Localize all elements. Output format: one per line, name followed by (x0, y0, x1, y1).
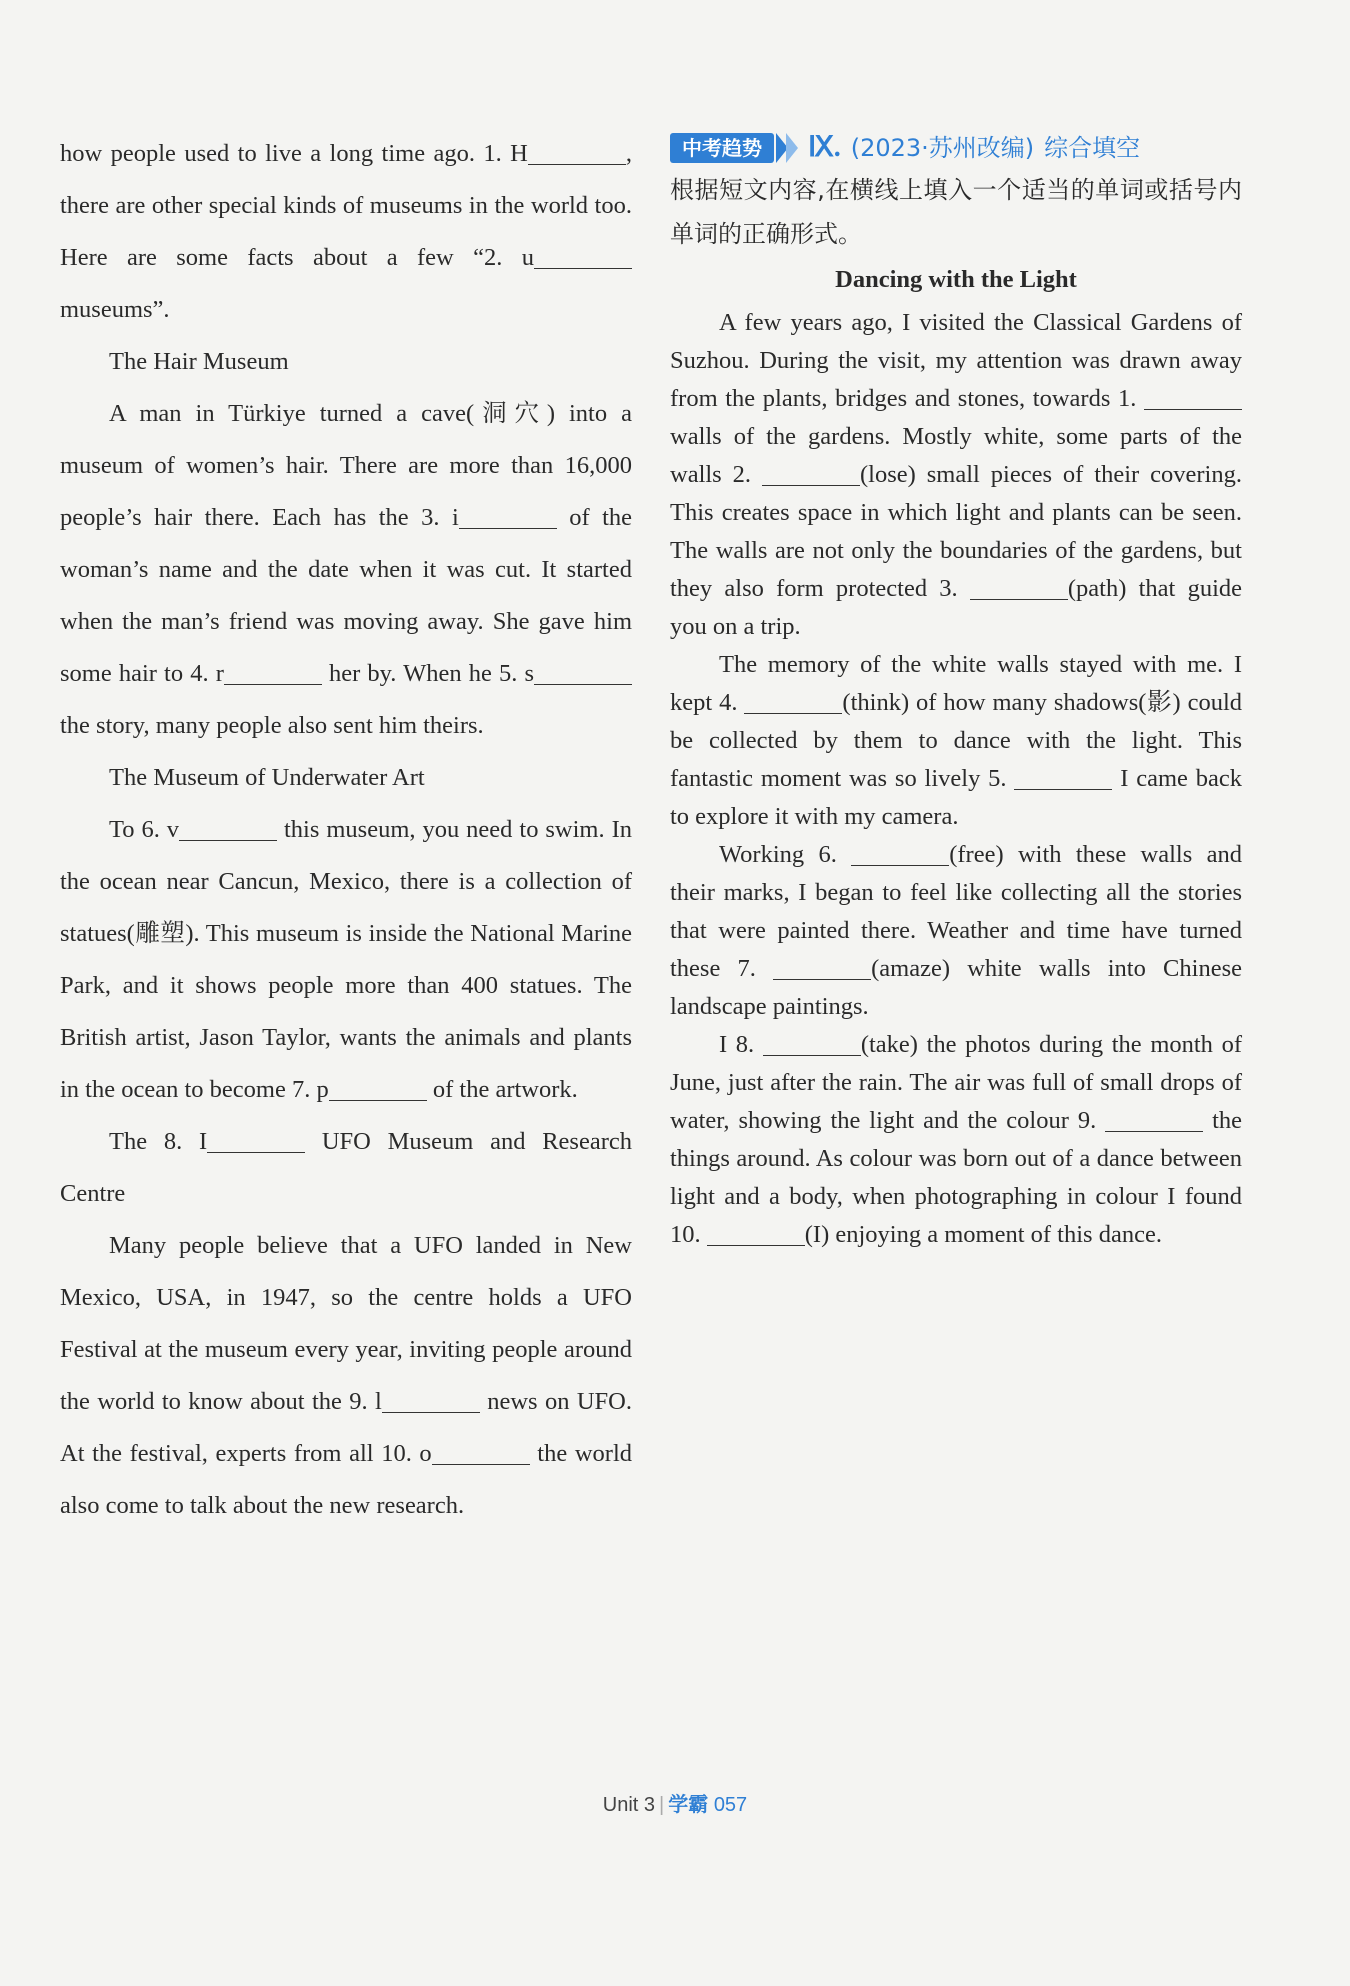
answer-blank-10[interactable] (432, 1440, 530, 1466)
answer-blank-4[interactable] (224, 660, 322, 686)
task-instruction: 根据短文内容,在横线上填入一个适当的单词或括号内单词的正确形式。 (670, 176, 1242, 248)
task-source: (2023·苏州改编) (850, 134, 1035, 162)
answer-blank-5[interactable] (534, 660, 632, 686)
answer-blank-9[interactable] (1105, 1107, 1203, 1133)
unit-label: Unit 3 (602, 1794, 656, 1816)
hair-museum-paragraph: A man in Türkiye turned a cave(洞穴) into a museum of women’s hair. There are more than 16,000 people’s hair there. Each has the 3. i of the woman’s name and the date when it was cut. It started when the man’s friend was moving away. She gave him some hair to 4. r her by. When he 5. s the story, many people also sent him theirs. (60, 400, 632, 739)
answer-blank-1[interactable] (528, 140, 626, 166)
passage-paragraph-1: A few years ago, I visited the Classical Gardens of Suzhou. During the visit, my attention was drawn away from the plants, bridges and stones, towards 1. walls of the gardens. Mostly white, some parts of the walls 2. (lose) small pieces of their covering. This creates space in which light and plants can be seen. The walls are not only the boundaries of the gardens, but they also form protected 3. (path) that guide you on a trip. (670, 309, 1242, 640)
task-number: Ⅸ. (808, 132, 841, 163)
answer-blank-7[interactable] (773, 955, 871, 981)
answer-blank-6[interactable] (179, 816, 277, 842)
chevron-icon (786, 133, 798, 163)
section-heading-ufo-museum: The 8. I UFO Museum and Research Centre (60, 1128, 632, 1207)
task-header (670, 128, 1242, 168)
answer-blank-2[interactable] (762, 461, 860, 487)
answer-blank-2[interactable] (534, 244, 632, 270)
answer-blank-9[interactable] (382, 1388, 480, 1414)
intro-paragraph: how people used to live a long time ago. 1. H , there are other special kinds of museums in the world too. Here are some facts about a few “2. u museums”. (60, 140, 632, 323)
task-title: 综合填空 (1044, 134, 1141, 162)
underwater-art-paragraph: To 6. v this museum, you need to swim. In the ocean near Cancun, Mexico, there is a collection of statues(雕塑). This museum is inside the National Marine Park, and it shows people more than 400 statues. The British artist, Jason Taylor, wants the animals and plants in the ocean to become 7. p of the artwork. (60, 816, 632, 1103)
answer-blank-8[interactable] (763, 1031, 861, 1057)
passage-paragraph-2: The memory of the white walls stayed with me. I kept 4. (think) of how many shadows(影) could be collected by them to dance with the light. This fantastic moment was so lively 5. I came back to explore it with my camera. (670, 651, 1242, 830)
answer-blank-4[interactable] (744, 689, 842, 715)
right-column (670, 128, 1242, 1254)
answer-blank-3[interactable] (970, 575, 1068, 601)
answer-blank-10[interactable] (707, 1221, 805, 1247)
answer-blank-3[interactable] (459, 504, 557, 530)
left-column (60, 128, 632, 1532)
answer-blank-5[interactable] (1014, 765, 1112, 791)
ufo-museum-paragraph: Many people believe that a UFO landed in New Mexico, USA, in 1947, so the centre holds a UFO Festival at the museum every year, inviting people around the world to know about the 9. l news on UFO. At the festival, experts from all 10. o the world also come to talk about the new research. (60, 1232, 632, 1519)
answer-blank-7[interactable] (329, 1076, 427, 1102)
brand-label: 学霸 (668, 1794, 709, 1816)
passage-paragraph-4: I 8. (take) the photos during the month of June, just after the rain. The air was full of small drops of water, showing the light and the colour 9. the things around. As colour was born out of a dance between light and a body, when photographing in colour I found 10. (I) enjoying a moment of this dance. (670, 1031, 1242, 1248)
section-heading-underwater-art: The Museum of Underwater Art (109, 764, 425, 791)
answer-blank-1[interactable] (1144, 385, 1242, 411)
answer-blank-6[interactable] (851, 841, 949, 867)
trend-badge: 中考趋势 (670, 133, 798, 163)
page-footer (0, 1788, 1350, 1817)
passage-paragraph-3: Working 6. (free) with these walls and their marks, I began to feel like collecting all the stories that were painted there. Weather and time have turned these 7. (amaze) white walls into Chinese landscape paintings. (670, 841, 1242, 1020)
answer-blank-8[interactable] (207, 1128, 305, 1154)
page-number: 057 (713, 1794, 748, 1816)
passage-title: Dancing with the Light (835, 266, 1077, 293)
footer-separator: | (659, 1794, 665, 1816)
section-heading-hair-museum: The Hair Museum (109, 348, 289, 375)
